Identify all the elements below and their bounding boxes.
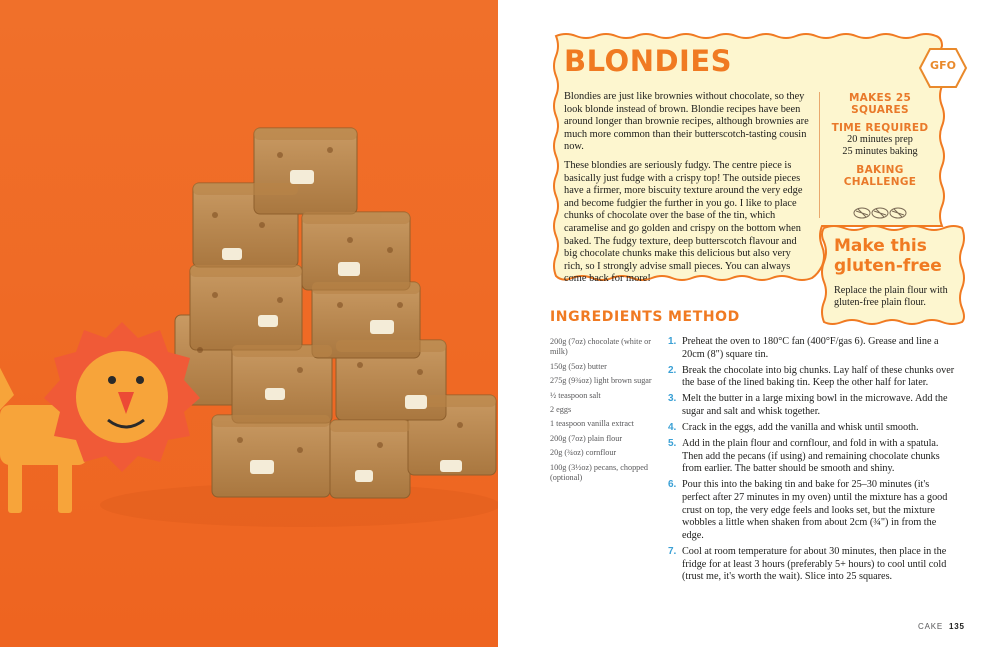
recipe-page <box>498 0 996 647</box>
method-step <box>668 393 958 418</box>
ingredient-item: 275g (9¾oz) light brown sugar <box>550 376 652 386</box>
step-number: 6. <box>668 479 677 491</box>
intro-paragraph: These blondies are seriously fudgy. The centre piece is basically just fudge with a crispy top! The outside pieces have a firmer, more biscuity texture around the very edge and become fudgier the further in you go. I like to place chunks of chocolate over the base of the tin, which caramelise and go golden and crispy on the bottom when baked. The fudgy texture, deep butterscotch flavour and big chocolate chunks make this delicious but also very rich, so I strongly advise small pieces. You can always come back for more! <box>564 159 803 285</box>
step-text: Break the chocolate into big chunks. Lay half of these chunks over the base of the lined baking tin. Keep the other half for later. <box>682 364 955 389</box>
method-step <box>668 422 958 435</box>
step-number: 2. <box>668 364 677 376</box>
ingredient-item: 200g (7oz) plain flour <box>550 433 623 443</box>
ingredient-item: 1 teaspoon vanilla extract <box>550 419 634 429</box>
prep-time: 20 minutes prep <box>847 134 913 145</box>
recipe-title: BLONDIES <box>564 44 733 78</box>
recipe-meta <box>824 92 936 222</box>
ingredient-item: ½ teaspoon salt <box>550 390 601 400</box>
step-text: Preheat the oven to 180°C fan (400°F/gas 6). Grease and line a 20cm (8") square tin. <box>682 336 939 360</box>
section-label: CAKE <box>918 622 943 631</box>
step-text: Pour this into the baking tin and bake for 25–30 minutes (it's perfect after 27 minutes in my oven) until the mixture has a good crust on top, the very edge feels and looks set, but the mixture wobbles a little when shaken from about 2cm (¾") in from the edge. <box>682 479 948 541</box>
intro-divider <box>819 92 820 218</box>
ingredients-list <box>550 337 660 487</box>
ingredients-heading: INGREDIENTS <box>550 309 664 325</box>
gluten-free-title: Make this gluten-free <box>834 236 942 276</box>
method-step <box>668 479 958 542</box>
gfo-badge: GFO <box>930 59 956 72</box>
makes-label: MAKES 25 SQUARES <box>848 92 912 116</box>
step-text: Add in the plain flour and cornflour, and fold in with a spatula. Then add the pecans (if using) and remaining chocolate chunks from earlier. The batter should be smooth and shiny. <box>682 438 940 475</box>
baking-time: 25 minutes baking <box>842 146 918 157</box>
intro-paragraph: Blondies are just like brownies without chocolate, so they look blonde instead of brown. Blondie recipes have been around longer than brownie recipes, although brownies are much more common than their butterscotch-tasting cousin now. <box>564 91 809 153</box>
time-required-heading: TIME REQUIRED <box>831 122 929 134</box>
ingredient-item: 200g (7oz) chocolate (white or milk) <box>550 337 651 357</box>
page-footer <box>918 622 965 631</box>
step-text: Melt the butter in a large mixing bowl in the microwave. Add the sugar and salt and whisk together. <box>682 393 948 417</box>
page-number: 135 <box>949 622 965 631</box>
method-heading: METHOD <box>668 309 740 325</box>
ingredient-item: 100g (3½oz) pecans, chopped (optional) <box>550 462 648 483</box>
step-number: 1. <box>668 336 677 347</box>
step-number: 7. <box>668 545 677 557</box>
method-step <box>668 438 958 476</box>
recipe-intro <box>564 91 812 292</box>
step-text: Crack in the eggs, add the vanilla and whisk until smooth. <box>682 422 919 434</box>
method-step <box>668 336 958 361</box>
ingredient-item: 20g (¾oz) cornflour <box>550 448 617 458</box>
method-step <box>668 365 958 390</box>
step-number: 5. <box>668 438 677 450</box>
baking-challenge-heading: BAKING CHALLENGE <box>843 164 917 188</box>
step-number: 3. <box>668 393 677 405</box>
method-list <box>668 336 958 587</box>
step-text: Cool at room temperature for about 30 minutes, then place in the fridge for at least 3 hours (preferably 5+ hours) to cool until cold (trust me, it's worth the wait). Slice into 25 squares. <box>682 545 947 583</box>
ingredient-item: 150g (5oz) butter <box>550 361 607 371</box>
ingredient-item: 2 eggs <box>550 405 572 415</box>
gluten-free-text: Replace the plain flour with gluten-free plain flour. <box>834 285 948 309</box>
method-step <box>668 546 958 584</box>
rolling-pin-icon <box>852 204 908 222</box>
step-number: 4. <box>668 422 677 434</box>
